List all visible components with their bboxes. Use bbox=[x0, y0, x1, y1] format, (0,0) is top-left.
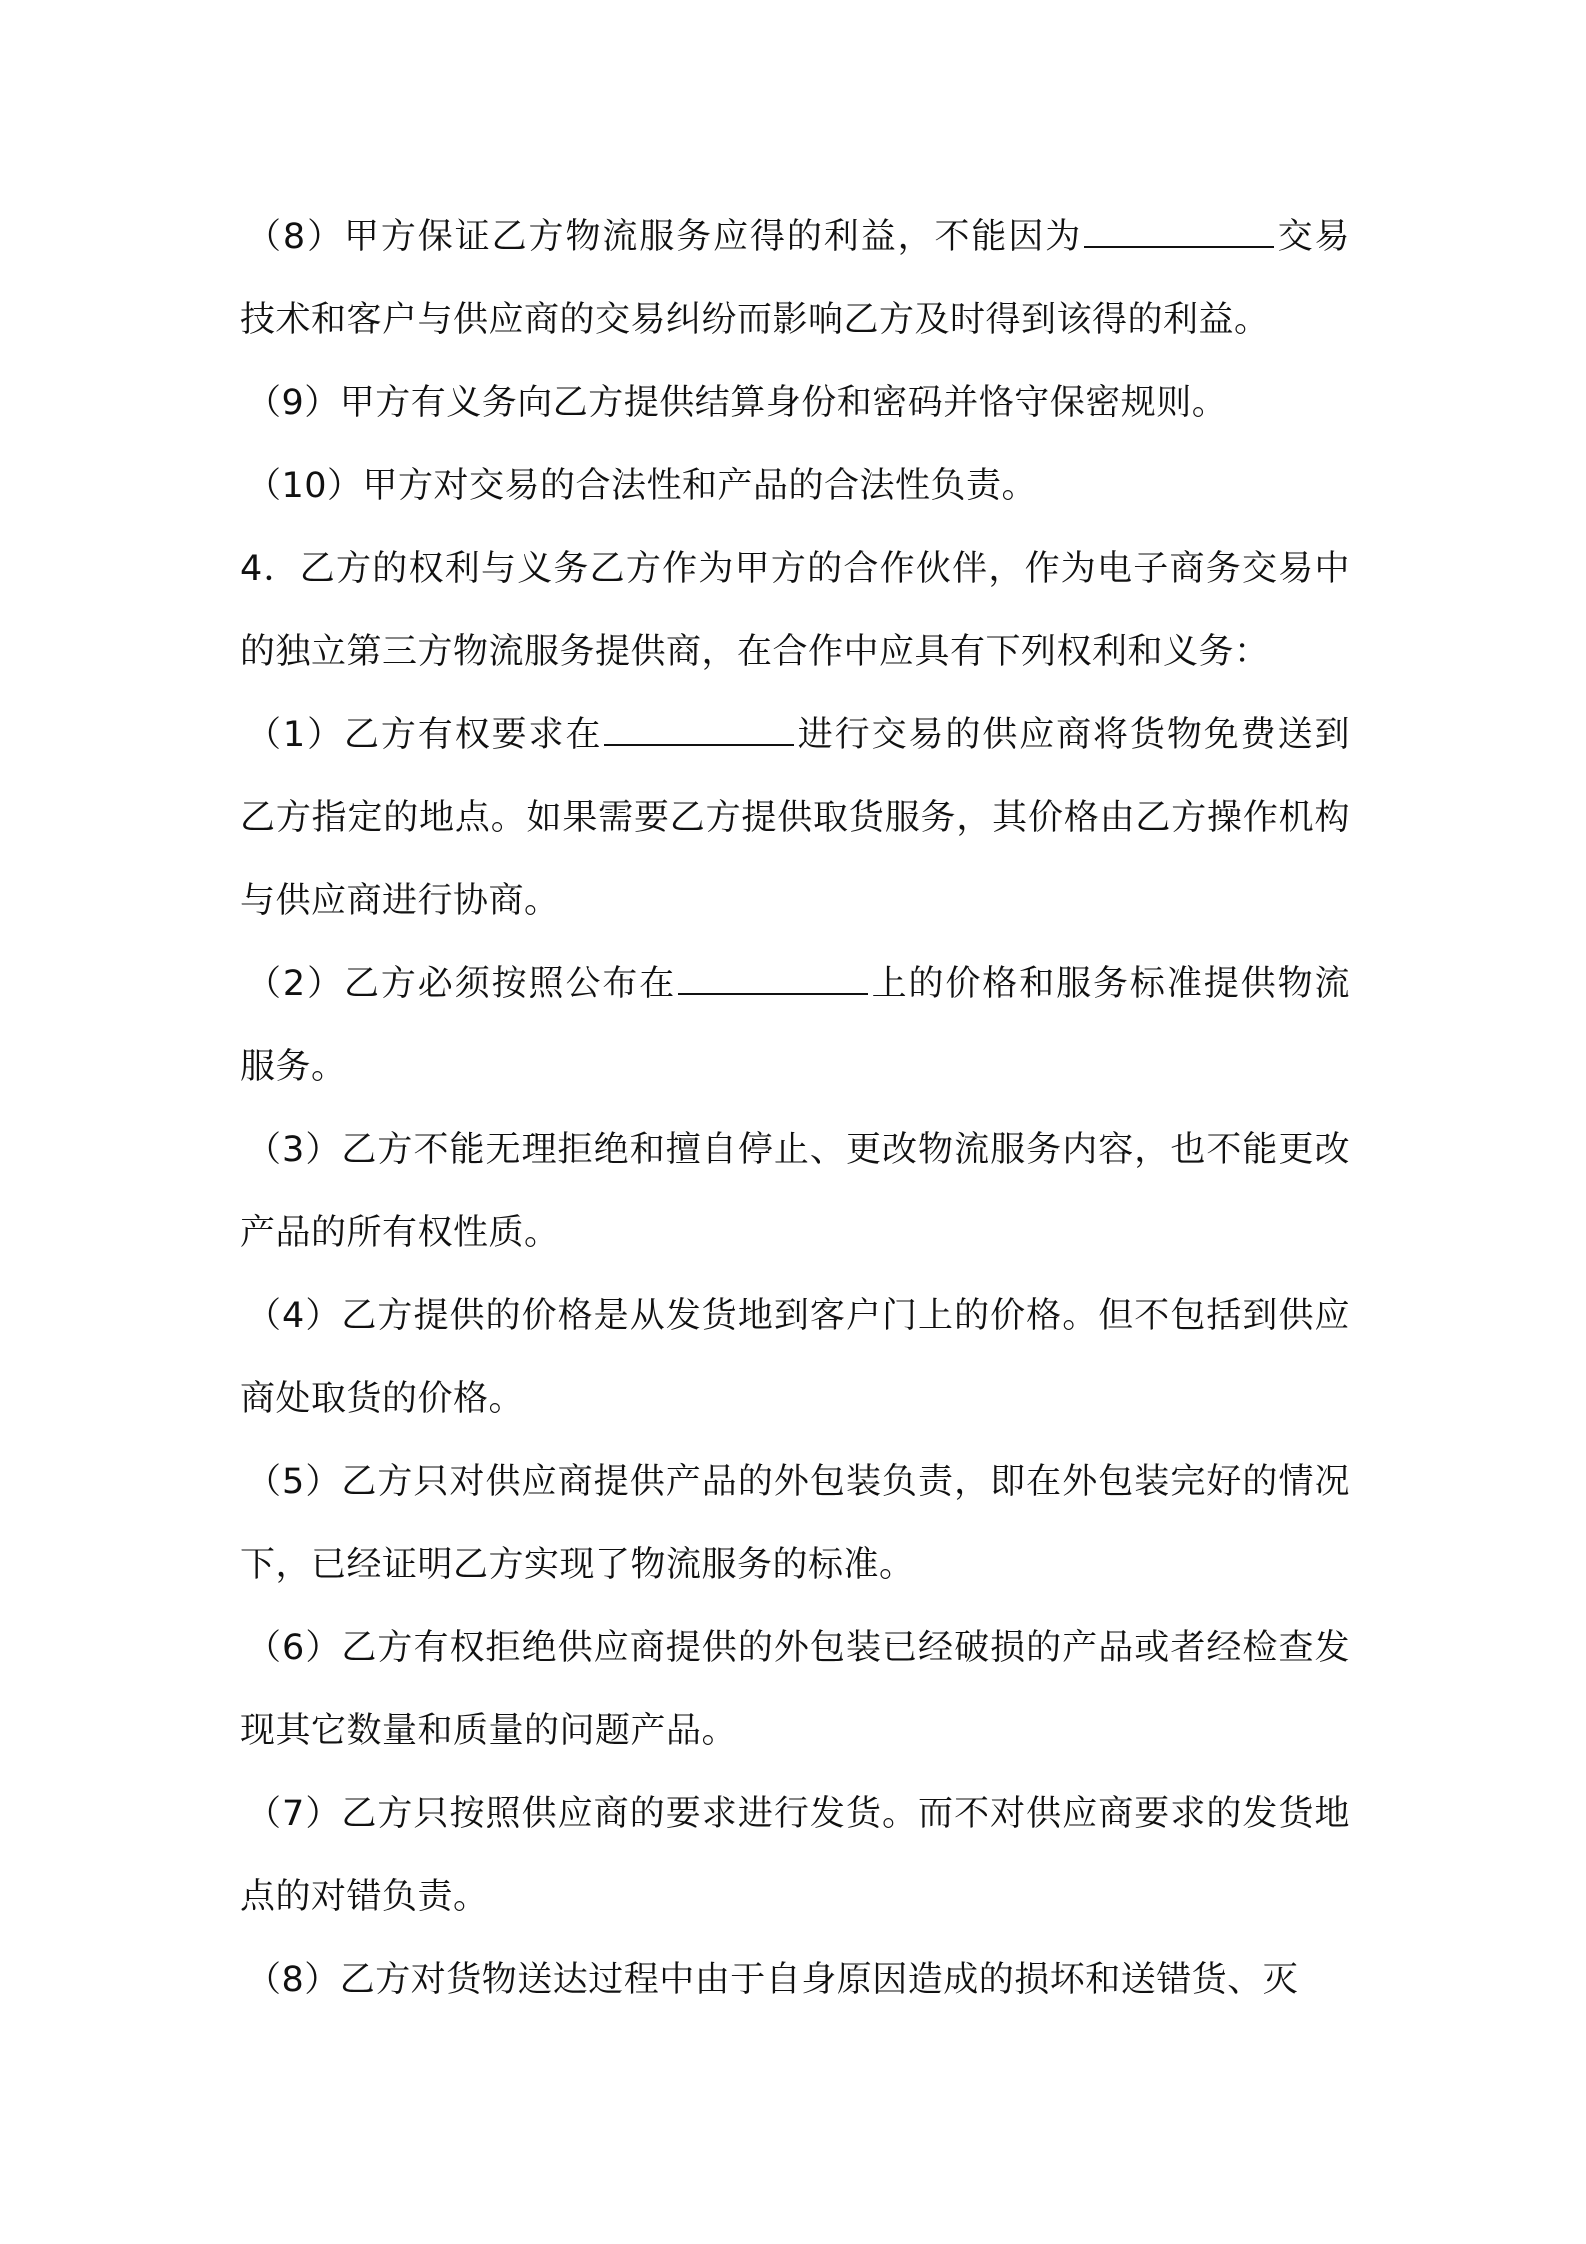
paragraph-party-b-7: （7）乙方只按照供应商的要求进行发货。而不对供应商要求的发货地点的对错负责。 bbox=[240, 1794, 1350, 1917]
fill-in-blank bbox=[678, 963, 868, 995]
paragraph-text: （8）甲方保证乙方物流服务应得的利益，不能因为 bbox=[246, 217, 1083, 257]
fill-in-blank bbox=[604, 714, 794, 746]
paragraph-party-b-5: （5）乙方只对供应商提供产品的外包装负责，即在外包装完好的情况下，已经证明乙方实现了物流服务的标准。 bbox=[240, 1462, 1350, 1585]
paragraph-text: （1）乙方有权要求在 bbox=[246, 715, 603, 755]
paragraph-text: 上的价格和服务标准提供物流服务。 bbox=[240, 964, 1350, 1087]
section-heading-party-b: 4．乙方的权利与义务乙方作为甲方的合作伙伴，作为电子商务交易中的独立第三方物流服务提供商，在合作中应具有下列权利和义务： bbox=[240, 549, 1350, 672]
paragraph-party-a-9: （9）甲方有义务向乙方提供结算身份和密码并恪守保密规则。 bbox=[246, 383, 1228, 423]
paragraph-party-b-2 bbox=[240, 943, 1350, 1109]
paragraph-party-a-10: （10）甲方对交易的合法性和产品的合法性负责。 bbox=[246, 466, 1038, 506]
paragraph-text: 交易技术和客户与供应商的交易纠纷而影响乙方及时得到该得的利益。 bbox=[240, 217, 1350, 340]
paragraph-party-b-6: （6）乙方有权拒绝供应商提供的外包装已经破损的产品或者经检查发现其它数量和质量的问题产品。 bbox=[240, 1628, 1350, 1751]
paragraph-party-a-8 bbox=[240, 196, 1350, 362]
paragraph-party-b-4: （4）乙方提供的价格是从发货地到客户门上的价格。但不包括到供应商处取货的价格。 bbox=[240, 1296, 1350, 1419]
paragraph-party-b-1 bbox=[240, 694, 1350, 943]
document-body bbox=[240, 196, 1350, 2022]
paragraph-text: 进行交易的供应商将货物免费送到乙方指定的地点。如果需要乙方提供取货服务，其价格由乙方操作机构与供应商进行协商。 bbox=[240, 715, 1350, 921]
paragraph-party-b-8: （8）乙方对货物送达过程中由于自身原因造成的损坏和送错货、灭 bbox=[246, 1960, 1299, 2000]
paragraph-party-b-3: （3）乙方不能无理拒绝和擅自停止、更改物流服务内容，也不能更改产品的所有权性质。 bbox=[240, 1130, 1350, 1253]
paragraph-text: （2）乙方必须按照公布在 bbox=[246, 964, 677, 1004]
fill-in-blank bbox=[1084, 216, 1274, 248]
